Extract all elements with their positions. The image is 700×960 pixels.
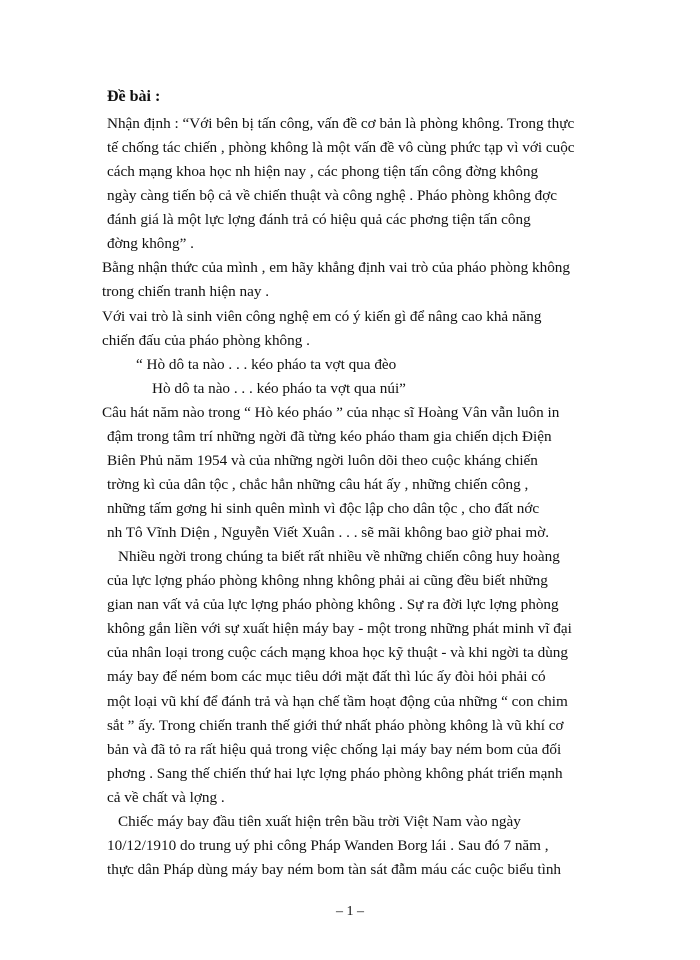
text-line: Câu hát năm nào trong “ Hò kéo pháo ” của nhạc sĩ Hoàng Vân vẫn luôn in: [102, 404, 560, 421]
document-heading: Đề bài :: [107, 88, 161, 105]
text-line: máy bay để ném bom các mục tiêu dới mặt đất thì lúc ấy đòi hỏi phải có: [107, 668, 546, 685]
text-line: trong chiến tranh hiện nay .: [102, 283, 270, 300]
text-line: Biên Phủ năm 1954 và của những ngời luôn dõi theo cuộc kháng chiến: [107, 452, 538, 469]
text-line: Bằng nhận thức của mình , em hãy khẳng định vai trò của pháo phòng không: [102, 259, 570, 276]
text-line: cách mạng khoa học nh hiện nay , các phong tiện tấn công đờng không: [107, 163, 539, 180]
page-number: – 1 –: [336, 904, 364, 919]
text-line: những tấm gơng hi sinh quên mình vì độc lập cho dân tộc , cho đất nớc: [107, 500, 540, 517]
text-line: của nhân loại trong cuộc cách mạng khoa học kỹ thuật - và khi ngời ta dùng: [107, 644, 568, 661]
text-line: gian nan vất vả của lực lợng pháo phòng không . Sự ra đời lực lợng phòng: [107, 596, 559, 613]
text-line: Với vai trò là sinh viên công nghệ em có ý kiến gì để nâng cao khả năng: [102, 308, 542, 325]
text-line: Chiếc máy bay đầu tiên xuất hiện trên bầu trời Việt Nam vào ngày: [118, 813, 521, 830]
text-line: một loại vũ khí để đánh trả và hạn chế tầm hoạt động của những “ con chim: [107, 693, 568, 710]
text-line: thực dân Pháp dùng máy bay ném bom tàn sát đẫm máu các cuộc biểu tình: [107, 861, 562, 878]
text-line: trờng kì của dân tộc , chắc hẳn những câu hát ấy , những chiến công ,: [107, 476, 529, 493]
text-line: đậm trong tâm trí những ngời đã từng kéo pháo tham gia chiến dịch Điện: [107, 428, 552, 445]
text-line: bản và đã tỏ ra rất hiệu quả trong việc chống lại máy bay ném bom của đối: [107, 741, 562, 758]
text-line: sắt ” ấy. Trong chiến tranh thế giới thứ nhất pháo phòng không là vũ khí cơ: [107, 717, 564, 734]
text-line: nh Tô Vĩnh Diện , Nguyễn Viết Xuân . . . sẽ mãi không bao giờ phai mờ.: [107, 524, 550, 541]
lyric-line: “ Hò dô ta nào . . . kéo pháo ta vợt qua đèo: [136, 356, 397, 373]
text-line: đờng không” .: [107, 235, 194, 252]
lyric-line: Hò dô ta nào . . . kéo pháo ta vợt qua núi”: [152, 380, 406, 397]
text-line: của lực lợng pháo phòng không nhng không phải ai cũng đều biết những: [107, 572, 548, 589]
text-line: 10/12/1910 do trung uý phi công Pháp Wanden Borg lái . Sau đó 7 năm ,: [107, 837, 549, 854]
text-line: đánh giá là một lực lợng đánh trả có hiệu quả các phơng tiện tấn công: [107, 211, 531, 228]
text-line: chiến đấu của pháo phòng không .: [102, 332, 310, 349]
text-line: Nhiều ngời trong chúng ta biết rất nhiều về những chiến công huy hoàng: [118, 548, 560, 565]
text-line: cả về chất và lợng .: [107, 789, 225, 806]
text-line: phơng . Sang thế chiến thứ hai lực lợng pháo phòng không phát triển mạnh: [107, 765, 563, 782]
text-line: tế chống tác chiến , phòng không là một vấn đề vô cùng phức tạp vì với cuộc: [107, 139, 575, 156]
text-line: Nhận định : “Với bên bị tấn công, vấn đề cơ bản là phòng không. Trong thực: [107, 115, 575, 132]
text-line: ngày càng tiến bộ cả về chiến thuật và công nghệ . Pháo phòng không đợc: [107, 187, 558, 204]
text-line: không gắn liền với sự xuất hiện máy bay - một trong những phát minh vĩ đại: [107, 620, 572, 637]
